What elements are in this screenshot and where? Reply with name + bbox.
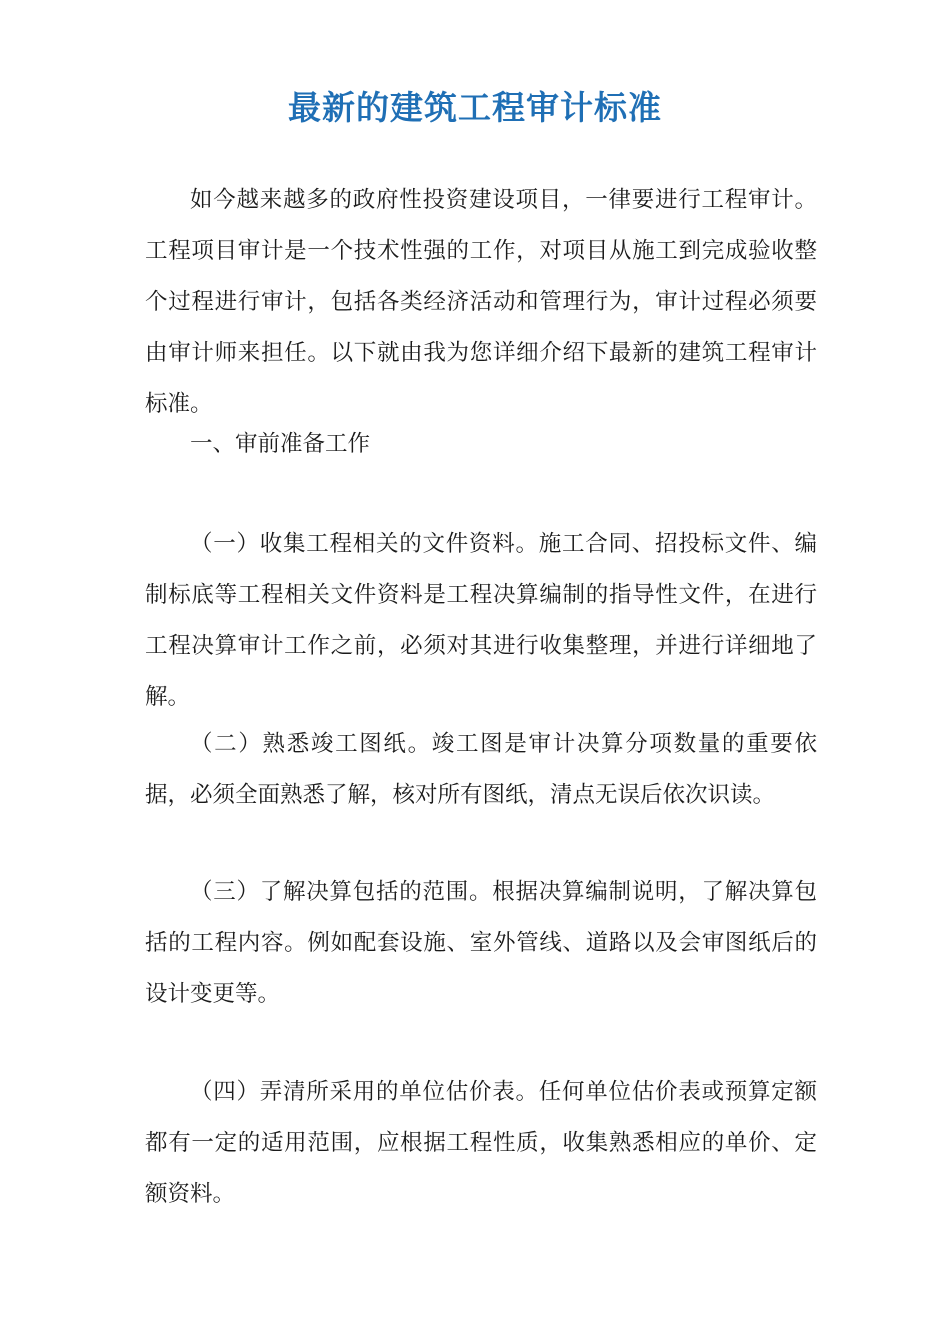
list-item-paragraph: （四）弄清所采用的单位估价表。任何单位估价表或预算定额都有一定的适用范围，应根据工程性质，收集熟悉相应的单价、定额资料。 [145,1079,817,1207]
list-item-paragraph: （二）熟悉竣工图纸。竣工图是审计决算分项数量的重要依据，必须全面熟悉了解，核对所有图纸，清点无误后依次识读。 [145,731,817,808]
document-title: 最新的建筑工程审计标准 [288,88,662,127]
intro-paragraph: 如今越来越多的政府性投资建设项目，一律要进行工程审计。工程项目审计是一个技术性强的工作，对项目从施工到完成验收整个过程进行审计，包括各类经济活动和管理行为，审计过程必须要由审计师来担任。以下就由我为您详细介绍下最新的建筑工程审计标准。 [145,187,817,417]
list-item-paragraph: （一）收集工程相关的文件资料。施工合同、招投标文件、编制标底等工程相关文件资料是工程决算编制的指导性文件，在进行工程决算审计工作之前，必须对其进行收集整理，并进行详细地了解。 [145,531,817,710]
section-heading: 一、审前准备工作 [190,431,371,457]
list-item-paragraph: （三）了解决算包括的范围。根据决算编制说明，了解决算包括的工程内容。例如配套设施、室外管线、道路以及会审图纸后的设计变更等。 [145,879,817,1007]
